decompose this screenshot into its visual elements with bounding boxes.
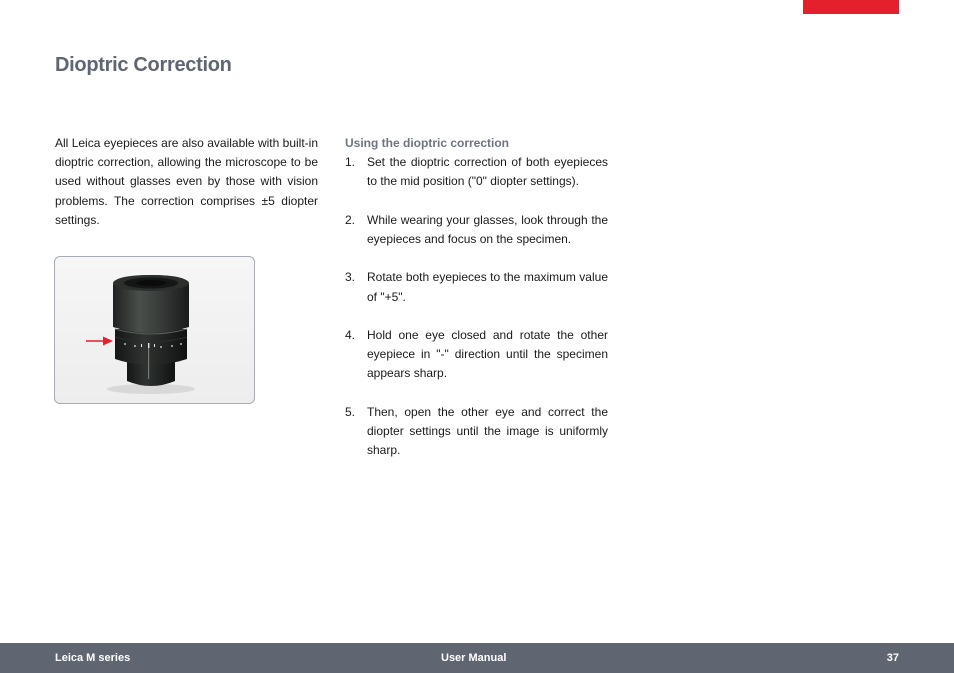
step-number: 3. — [345, 270, 356, 285]
list-item — [345, 268, 608, 306]
step-text: While wearing your glasses, look through the eyepieces and focus on the specimen. — [367, 212, 608, 246]
step-number: 2. — [345, 212, 356, 227]
eyepiece-illustration — [55, 257, 254, 403]
footer-product: Leica M series — [55, 652, 131, 664]
list-item — [345, 153, 608, 191]
intro-paragraph: All Leica eyepieces are also available with built-in dioptric correction, allowing the microscope to be used without glasses even by those with vision problems. The correction comprises ±5 diopter settings. — [55, 136, 318, 227]
footer-page-number: 37 — [886, 652, 899, 664]
step-text: Rotate both eyepieces to the maximum value of "+5". — [367, 270, 608, 304]
step-text: Set the dioptric correction of both eyepieces to the mid position ("0" diopter settings). — [367, 155, 608, 189]
step-number: 4. — [345, 327, 356, 342]
list-item — [345, 326, 608, 384]
instructions-steps — [345, 153, 608, 460]
eyepiece-figure — [54, 256, 255, 404]
page-footer — [0, 643, 954, 673]
footer-document-title: User Manual — [441, 652, 507, 664]
instructions-heading: Using the dioptric correction — [345, 136, 510, 150]
step-number: 5. — [345, 404, 356, 419]
header-accent-tab — [803, 0, 899, 14]
list-item — [345, 403, 608, 461]
step-number: 1. — [345, 155, 356, 170]
list-item — [345, 211, 608, 249]
step-text: Hold one eye closed and rotate the other eyepiece in "-" direction until the specimen appears sharp. — [367, 327, 608, 381]
step-text: Then, open the other eye and correct the diopter settings until the image is uniformly sharp. — [367, 404, 608, 458]
page-title: Dioptric Correction — [55, 54, 232, 76]
red-arrow-icon — [86, 337, 113, 346]
instructions-section — [345, 134, 608, 480]
